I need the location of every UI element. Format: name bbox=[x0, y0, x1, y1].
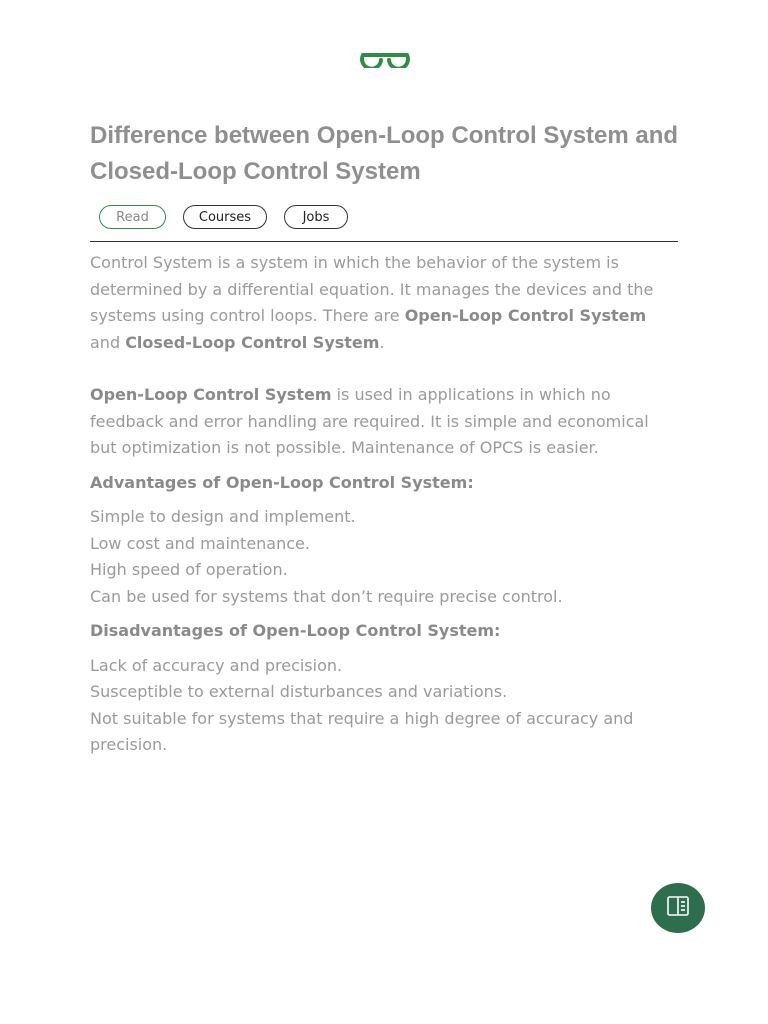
intro-paragraph bbox=[90, 250, 680, 356]
reader-mode-icon bbox=[667, 896, 689, 920]
list-item: Not suitable for systems that require a high degree of accuracy and precision. bbox=[90, 708, 634, 754]
article-body bbox=[90, 250, 680, 767]
list-item: Simple to design and implement. bbox=[90, 507, 356, 526]
disadvantages-list bbox=[90, 653, 680, 759]
tab-jobs[interactable]: Jobs bbox=[284, 205, 348, 229]
list-item: Susceptible to external disturbances and variations. bbox=[90, 682, 508, 701]
open-loop-text: is used in applications in which no feedback and error handling are required. It is simple and economical but optimization is not possible. Maintenance of OPCS is easier. bbox=[90, 385, 649, 457]
open-loop-paragraph bbox=[90, 382, 680, 462]
intro-text: . bbox=[379, 332, 385, 352]
tab-courses[interactable]: Courses bbox=[183, 205, 267, 229]
advantages-list bbox=[90, 504, 680, 610]
list-item: Low cost and maintenance. bbox=[90, 533, 310, 553]
disadvantages-heading: Disadvantages of Open-Loop Control System: bbox=[90, 621, 501, 640]
list-item: Can be used for systems that don’t require precise control. bbox=[90, 586, 563, 606]
intro-text: Control System is a system in which the behavior of the system is determined by a differential equation. It manages the devices and the systems using control loops. There are bbox=[90, 253, 654, 325]
tab-read[interactable]: Read bbox=[99, 205, 166, 229]
gfg-logo-icon[interactable] bbox=[359, 42, 411, 68]
intro-text: and bbox=[90, 332, 126, 352]
intro-open-loop-term: Open-Loop Control System bbox=[404, 306, 647, 325]
list-item: High speed of operation. bbox=[90, 560, 288, 579]
reader-mode-button[interactable] bbox=[651, 883, 705, 933]
intro-closed-loop-term: Closed-Loop Control System bbox=[125, 332, 380, 352]
list-item: Lack of accuracy and precision. bbox=[90, 655, 343, 675]
divider bbox=[90, 241, 678, 242]
page-title: Difference between Open-Loop Control System and Closed-Loop Control System bbox=[90, 122, 679, 185]
advantages-heading: Advantages of Open-Loop Control System: bbox=[90, 472, 474, 492]
open-loop-term: Open-Loop Control System bbox=[90, 385, 332, 404]
